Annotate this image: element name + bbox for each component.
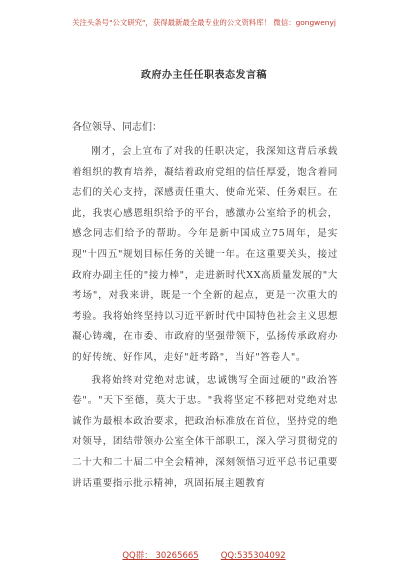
salutation: 各位领导、同志们： <box>72 122 162 133</box>
qq-contact-link[interactable]: QQ:535304092 <box>220 551 286 561</box>
footer-contact <box>0 549 408 561</box>
promo-banner: 关注头条号"公文研究"，获得最新最全最专业的公文资料库！ 微信：gongwenyj <box>72 18 336 27</box>
document-title: 政府办主任任职表态发言稿 <box>141 70 267 81</box>
paragraph-1: 刚才，会上宣布了对我的任职决定，我深知这背后承载着组织的教育培养，凝结着政府党组的信任厚爱，饱含着同志们的关心支持，深感责任重大、使命光荣、任务艰巨。在此，我衷心感恩组织给予的平台，感激办公室给予的机会，感念同志们给予的帮助。今年是新中国成立75周年，是实现"十四五"规划目标任务的关键一年。在这重要关头，接过政府办副主任的"接力棒"，走进新时代XX高质量发展的"大考场"，对我来讲，既是一个全新的起点，更是一次重大的考验。我将始终坚持以习近平新时代中国特色社会主义思想凝心铸魂，在市委、市政府的坚强带领下，弘扬传承政府办的好传统、好作风，走好"赶考路"，当好"答卷人"。 <box>72 146 338 363</box>
document-body <box>72 118 338 496</box>
paragraph-2: 我将始终对党绝对忠诚，忠诚镌写全面过硬的"政治答卷"。"天下至德，莫大于忠。"我将坚定不移把对党绝对忠诚作为最根本政治要求，把政治标准放在首位，坚持党的绝对领导，团结带领办公室全体干部职工，深入学习贯彻党的二十大和二十届二中全会精神，深刻领悟习近平总书记重要讲话重要指示批示精神，巩固拓展主题教育 <box>72 374 338 489</box>
qq-group-link[interactable]: QQ群： 30265665 <box>122 551 199 561</box>
